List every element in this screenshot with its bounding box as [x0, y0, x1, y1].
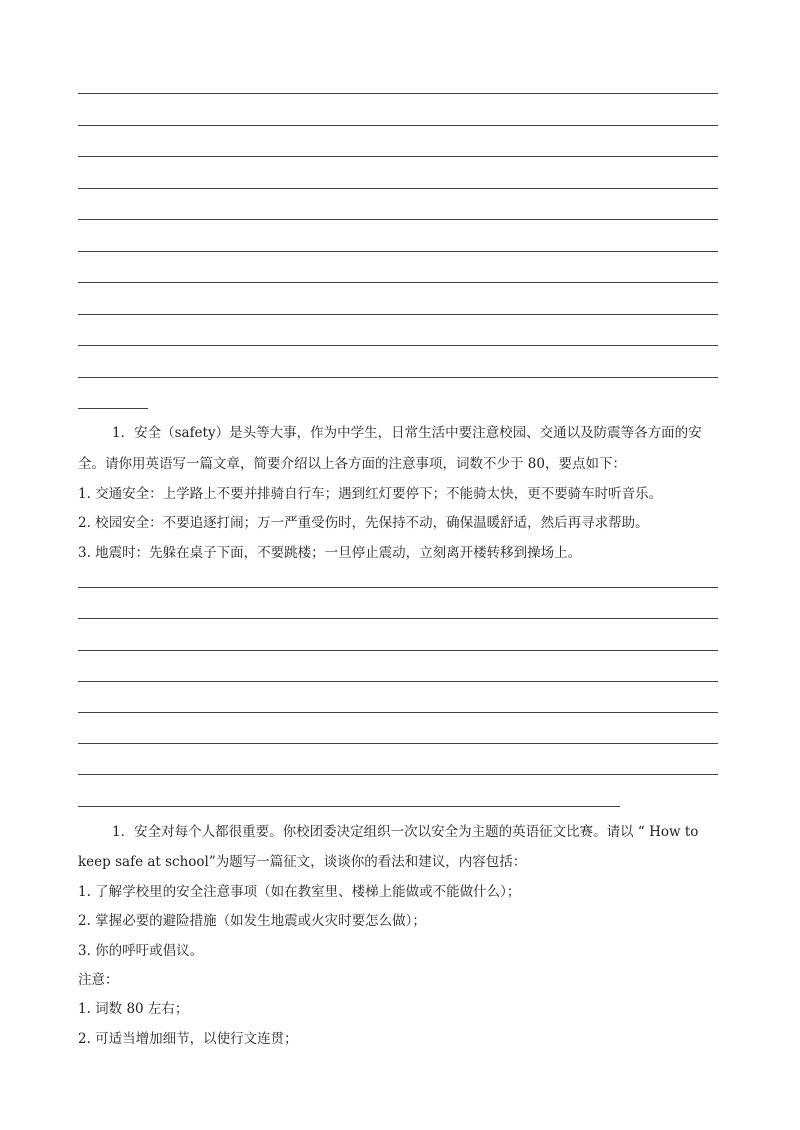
writing-line[interactable] [78, 806, 620, 807]
writing-line[interactable] [78, 377, 718, 378]
q2-note: 2. 可适当增加细节，以使行文连贯； [78, 1031, 298, 1047]
q2-note: 1. 词数 80 左右； [78, 1001, 189, 1017]
writing-line[interactable] [78, 251, 718, 252]
writing-line[interactable] [78, 156, 718, 157]
writing-line[interactable] [78, 125, 718, 126]
q2-point: 3. 你的呼吁或倡议。 [78, 943, 204, 959]
writing-line[interactable] [78, 743, 718, 744]
q2-point: 1. 了解学校里的安全注意事项（如在教室里、楼梯上能做或不能做什么）； [78, 884, 521, 900]
q1-point: 3. 地震时：先躲在桌子下面，不要跳楼；一旦停止震动，立刻离开楼转移到操场上。 [78, 545, 582, 561]
writing-line[interactable] [78, 345, 718, 346]
q2-prompt-line-1: 1．安全对每个人都很重要。你校团委决定组织一次以安全为主题的英语征文比赛。请以 “ How to [112, 824, 699, 840]
writing-line[interactable] [78, 314, 718, 315]
writing-line[interactable] [78, 282, 718, 283]
writing-line[interactable] [78, 93, 718, 94]
q1-prompt-line-2: 全。请你用英语写一篇文章，简要介绍以上各方面的注意事项，词数不少于 80，要点如下： [78, 456, 626, 472]
q1-point: 2. 校园安全：不要追逐打闹；万一严重受伤时，先保持不动，确保温暖舒适，然后再寻求帮助。 [78, 515, 649, 531]
writing-line[interactable] [78, 219, 718, 220]
writing-line[interactable] [78, 712, 718, 713]
writing-line[interactable] [78, 188, 718, 189]
writing-line[interactable] [78, 774, 718, 775]
q2-note-label: 注意： [78, 972, 119, 988]
writing-line[interactable] [78, 650, 718, 651]
writing-line[interactable] [78, 587, 718, 588]
writing-line[interactable] [78, 408, 148, 409]
writing-line[interactable] [78, 618, 718, 619]
writing-line[interactable] [78, 681, 718, 682]
q1-point: 1. 交通安全：上学路上不要并排骑自行车；遇到红灯要停下；不能骑太快，更不要骑车时听音乐。 [78, 486, 663, 502]
q2-prompt-line-2: keep safe at school”为题写一篇征文，谈谈你的看法和建议，内容包括： [78, 854, 527, 870]
q1-prompt-line-1: 1．安全（safety）是头等大事，作为中学生，日常生活中要注意校园、交通以及防震等各方面的安 [112, 425, 702, 441]
q2-point: 2. 掌握必要的避险措施（如发生地震或火灾时要怎么做）； [78, 913, 426, 929]
